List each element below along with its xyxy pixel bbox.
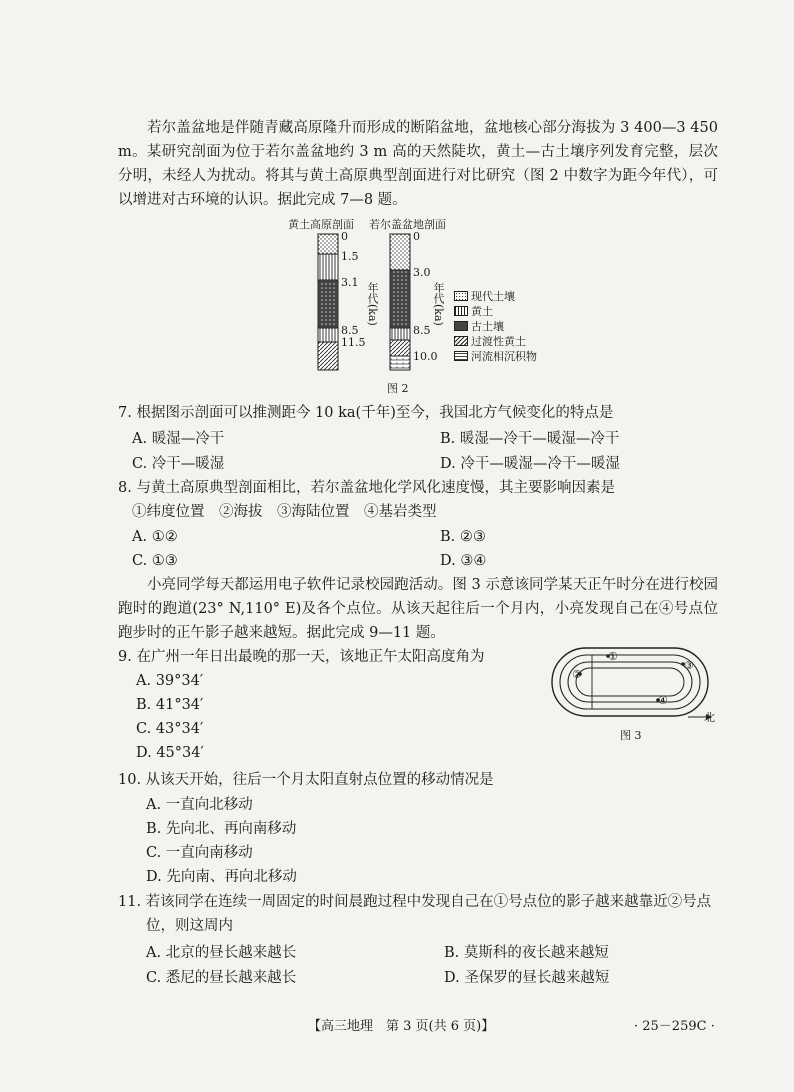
fig3-point-2: ② — [572, 668, 582, 681]
legend-label: 过渡性黄土 — [471, 334, 526, 348]
fig3-caption: 图 3 — [620, 729, 642, 742]
q11-stem-line-2: 位，则这周内 — [146, 918, 233, 934]
legend-swatch-fluvial — [454, 351, 468, 361]
figure-3 — [548, 642, 718, 742]
legend-label: 现代土壤 — [471, 289, 515, 303]
legend-label: 黄土 — [471, 304, 493, 318]
intro2-paragraph: 小亮同学每天都运用电子软件记录校园跑活动。图 3 示意该同学某天正午时分在进行校园跑时的跑道(23° N,110° E)及各个点位。从该天起往后一个月内，小亮发现自己在④号点位跑步时的正午影子越来越短。据此完成 9—11 题。 — [118, 577, 718, 641]
fig2-title-left: 黄土高原剖面 — [288, 218, 354, 231]
fig3-point-3: ③ — [684, 659, 694, 672]
legend-swatch-paleosol — [454, 321, 468, 331]
fig2-right-tick: 8.5 — [413, 324, 431, 337]
fig3-point-1: ① — [608, 650, 618, 663]
legend-label: 河流相沉积物 — [471, 349, 537, 363]
fig2-axis-label: 年代(ka) — [432, 282, 445, 326]
exam-code: · 25－259C · — [634, 1019, 715, 1034]
q9-option-b: B. 41°34′ — [136, 697, 204, 713]
q10-option-c: C. 一直向南移动 — [146, 845, 253, 861]
q11-option-b: B. 莫斯科的夜长越来越短 — [444, 945, 609, 961]
q9-option-c: C. 43°34′ — [136, 721, 204, 737]
fig2-legend — [454, 290, 544, 370]
fig2-title-right: 若尔盖盆地剖面 — [369, 218, 446, 231]
fig3-track — [548, 642, 718, 722]
q9-stem: 9. 在广州一年日出最晚的那一天，该地正午太阳高度角为 — [118, 649, 485, 665]
page-footer: 【高三地理 第 3 页(共 6 页)】 — [308, 1019, 495, 1034]
q9-option-d: D. 45°34′ — [136, 745, 204, 761]
q11-option-c: C. 悉尼的昼长越来越长 — [146, 970, 297, 986]
q8-option-b: B. ②③ — [440, 529, 486, 545]
q11-stem-line-1: 11. 若该同学在连续一周固定的时间晨跑过程中发现自己在①号点位的影子越来越靠近②号点 — [118, 894, 712, 910]
fig2-right-tick: 10.0 — [413, 350, 438, 363]
q9-option-a: A. 39°34′ — [136, 673, 204, 689]
fig2-left-tick: 3.1 — [341, 276, 359, 289]
legend-swatch-loess — [454, 306, 468, 316]
q10-option-d: D. 先向南、再向北移动 — [146, 869, 297, 885]
q11-option-a: A. 北京的昼长越来越长 — [146, 945, 297, 961]
fig2-right-tick: 3.0 — [413, 266, 431, 279]
legend-swatch-modern — [454, 291, 468, 301]
q8-option-d: D. ③④ — [440, 553, 487, 569]
fig2-caption: 图 2 — [387, 382, 409, 395]
q8-stem: 8. 与黄土高原典型剖面相比，若尔盖盆地化学风化速度慢，其主要影响因素是 — [118, 480, 615, 496]
q7-option-c: C. 冷干—暖湿 — [132, 456, 225, 472]
q10-stem: 10. 从该天开始，往后一个月太阳直射点位置的移动情况是 — [118, 772, 494, 788]
q8-items: ①纬度位置 ②海拔 ③海陆位置 ④基岩类型 — [132, 504, 437, 520]
legend-label: 古土壤 — [471, 319, 504, 333]
legend-swatch-transitional — [454, 336, 468, 346]
q7-option-a: A. 暖湿—冷干 — [132, 431, 225, 447]
fig3-point-4: ④ — [658, 694, 668, 707]
q8-option-a: A. ①② — [132, 529, 178, 545]
fig2-right-tick: 0 — [413, 230, 420, 243]
q11-option-d: D. 圣保罗的昼长越来越短 — [444, 970, 610, 986]
q7-option-b: B. 暖湿—冷干—暖湿—冷干 — [440, 431, 620, 447]
intro-paragraph: 若尔盖盆地是伴随青藏高原隆升而形成的断陷盆地，盆地核心部分海拔为 3 400—3 450 m。某研究剖面为位于若尔盖盆地约 3 m 高的天然陡坎，黄土—古土壤序列发育完整，层次分明，未经人为扰动。将其与黄土高原典型剖面进行对比研究（图 2 中数字为距今年代），可以增进对古环境的认识。据此完成 7—8 题。 — [118, 120, 718, 208]
q8-option-c: C. ①③ — [132, 553, 178, 569]
fig2-left-tick: 11.5 — [341, 336, 366, 349]
q7-option-d: D. 冷干—暖湿—冷干—暖湿 — [440, 456, 620, 472]
figure-2 — [280, 218, 540, 398]
q10-option-b: B. 先向北、再向南移动 — [146, 821, 297, 837]
fig2-left-tick: 8.5 — [341, 324, 359, 337]
fig2-axis-label: 年代(ka) — [366, 282, 379, 326]
fig2-left-tick: 0 — [341, 230, 348, 243]
q7-stem: 7. 根据图示剖面可以推测距今 10 ka(千年)至今，我国北方气候变化的特点是 — [118, 405, 614, 421]
fig2-left-tick: 1.5 — [341, 250, 359, 263]
q10-option-a: A. 一直向北移动 — [146, 797, 253, 813]
fig3-north-label: 北 — [704, 711, 715, 724]
